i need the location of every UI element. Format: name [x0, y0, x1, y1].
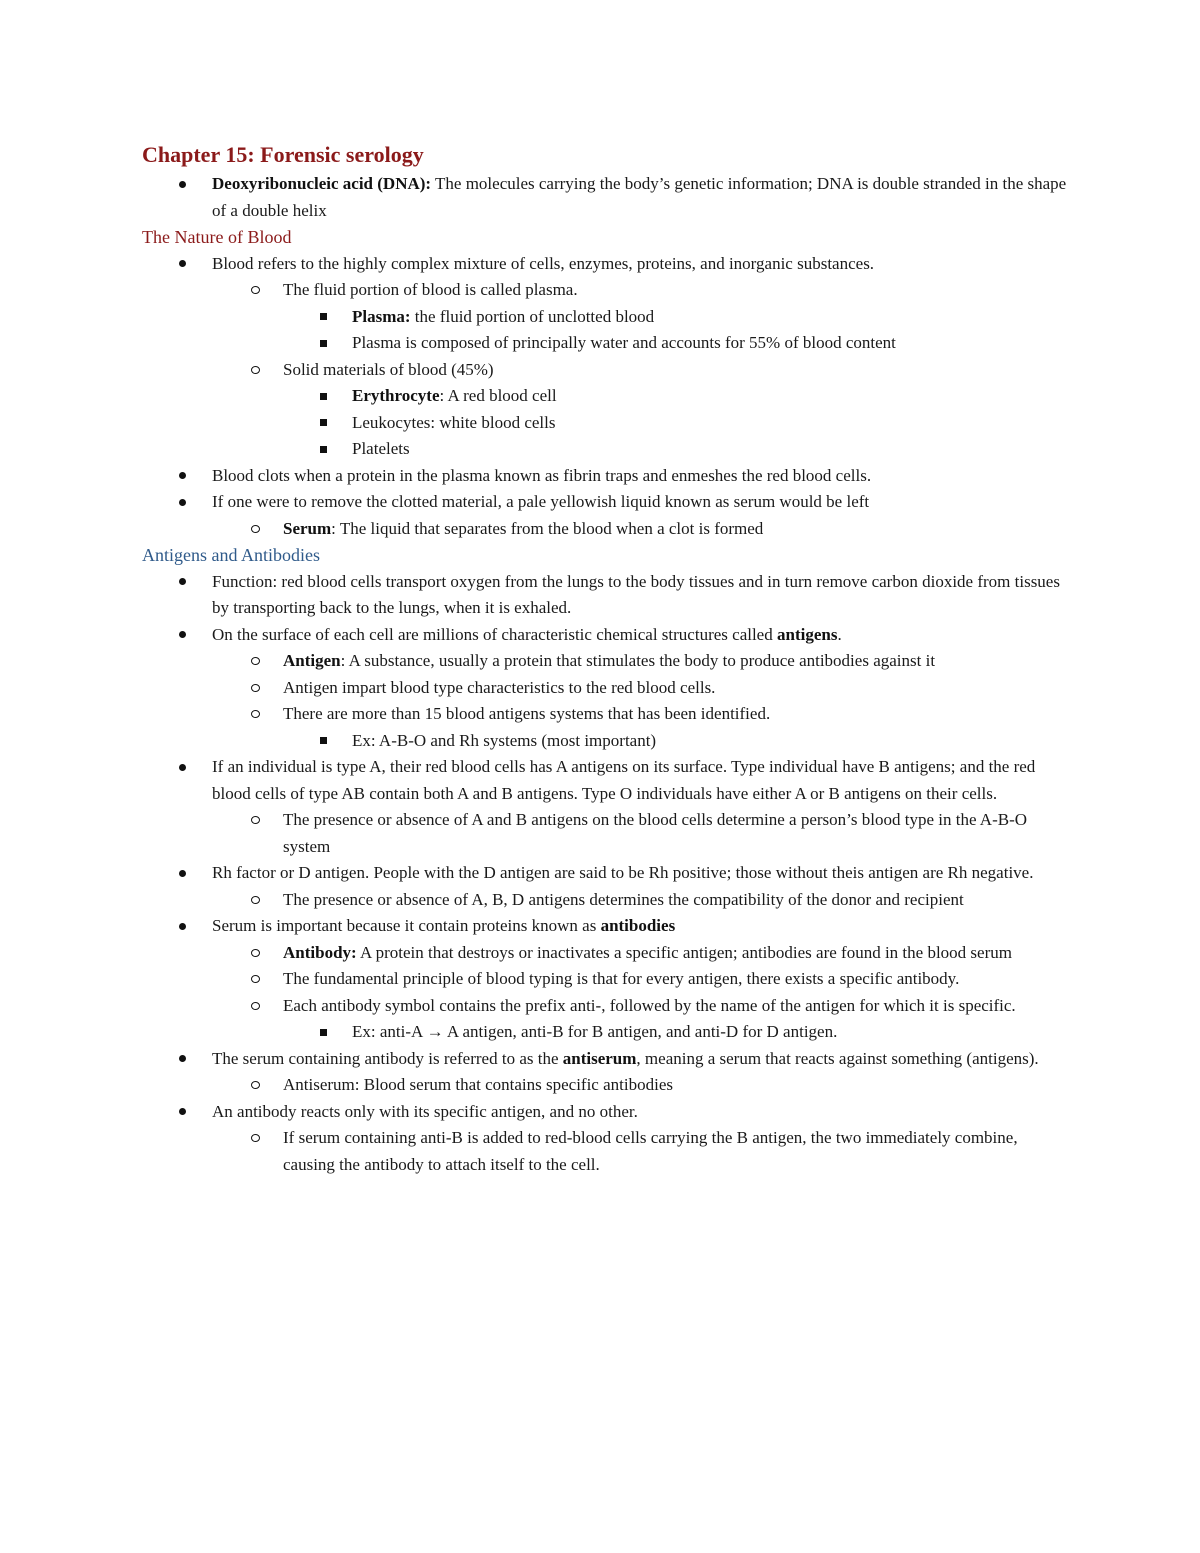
term: Erythrocyte [352, 386, 440, 405]
list-text: , meaning a serum that reacts against something (antigens). [636, 1048, 1039, 1068]
circle-bullet-icon [245, 675, 265, 702]
circle-bullet-icon [245, 940, 265, 967]
term: Plasma: [352, 306, 411, 326]
bullet-icon [172, 1046, 192, 1073]
definition: : The liquid that separates from the blood when a clot is formed [331, 518, 764, 538]
definition: : A substance, usually a protein that stimulates the body to produce antibodies against it [340, 651, 936, 670]
bullet-icon [172, 251, 192, 278]
list-item [142, 171, 1072, 224]
bullet-icon [172, 171, 192, 198]
list-item [142, 754, 1072, 807]
list-item [142, 410, 1072, 437]
list-text: Solid materials of blood (45%) [283, 359, 494, 379]
term: antiserum [562, 1048, 637, 1068]
list-text: The fluid portion of blood is called plasma. [283, 280, 578, 299]
list-item [142, 675, 1072, 702]
list-text: Ex: A-B-O and Rh systems (most important) [352, 730, 657, 750]
list-item [142, 622, 1072, 649]
square-bullet-icon [313, 330, 333, 357]
term: Antibody: [283, 942, 357, 962]
list-item [142, 251, 1072, 278]
list-text: If one were to remove the clotted material, a pale yellowish liquid known as serum would be left [212, 492, 870, 511]
list-item [142, 940, 1072, 967]
bullet-icon [172, 569, 192, 596]
list-text: Serum is important because it contain proteins known as [212, 916, 601, 935]
intro-list [142, 171, 1072, 224]
list-text: Plasma is composed of principally water and accounts for 55% of blood content [352, 333, 896, 352]
list-item [142, 887, 1072, 914]
list-text: The serum containing antibody is referred to as the [212, 1048, 563, 1068]
circle-bullet-icon [245, 357, 265, 384]
document-body [142, 141, 1072, 1178]
list-item [142, 516, 1072, 543]
list-text: Blood clots when a protein in the plasma known as fibrin traps and enmeshes the red blood cells. [212, 465, 872, 485]
square-bullet-icon [313, 410, 333, 437]
list-text: An antibody reacts only with its specific antigen, and no other. [212, 1101, 638, 1121]
bullet-icon [172, 622, 192, 649]
definition: The molecules carrying the body’s genetic information; DNA is double stranded in the shape of a double helix [212, 174, 1067, 220]
definition: : A red blood cell [439, 386, 557, 405]
bullet-icon [172, 1099, 192, 1126]
list-item [142, 383, 1072, 410]
section-heading-nature-of-blood: The Nature of Blood [142, 227, 292, 247]
list-text: Rh factor or D antigen. People with the D antigen are said to be Rh positive; those without theis antigen are Rh negative. [212, 863, 1034, 882]
circle-bullet-icon [245, 516, 265, 543]
list-item [142, 648, 1072, 675]
list-text: Leukocytes: white blood cells [352, 412, 556, 432]
chapter-title: Chapter 15: Forensic serology [142, 142, 424, 167]
term: Deoxyribonucleic acid (DNA): [212, 174, 432, 193]
list-item [142, 966, 1072, 993]
list-text: Blood refers to the highly complex mixture of cells, enzymes, proteins, and inorganic substances. [212, 253, 875, 273]
list-item [142, 357, 1072, 384]
circle-bullet-icon [245, 701, 265, 728]
list-text: The presence or absence of A, B, D antigens determines the compatibility of the donor and recipient [283, 889, 964, 909]
list-item [142, 701, 1072, 728]
circle-bullet-icon [245, 648, 265, 675]
list-item [142, 1019, 1072, 1046]
section-heading-antigens-antibodies: Antigens and Antibodies [142, 545, 320, 565]
circle-bullet-icon [245, 277, 265, 304]
term: Antigen [283, 651, 341, 670]
list-text: There are more than 15 blood antigens systems that has been identified. [283, 704, 771, 723]
list-item [142, 993, 1072, 1020]
list-item [142, 860, 1072, 887]
list-text: If an individual is type A, their red blood cells has A antigens on its surface. Type individual have B antigens; and the red blood cells of type AB contain both A and B antigens. Type O individuals have either A or B antigens on their cells. [212, 757, 1036, 803]
square-bullet-icon [313, 383, 333, 410]
list-text: The fundamental principle of blood typing is that for every antigen, there exists a specific antibody. [283, 969, 960, 988]
list-text: . [837, 624, 842, 644]
circle-bullet-icon [245, 807, 265, 834]
list-item [142, 1125, 1072, 1178]
list-item [142, 1072, 1072, 1099]
list-item [142, 277, 1072, 304]
definition: the fluid portion of unclotted blood [410, 306, 655, 326]
circle-bullet-icon [245, 993, 265, 1020]
term: antibodies [600, 916, 676, 935]
list-item [142, 330, 1072, 357]
bullet-icon [172, 860, 192, 887]
definition: A protein that destroys or inactivates a specific antigen; antibodies are found in the blood serum [356, 942, 1012, 962]
list-text: If serum containing anti-B is added to red-blood cells carrying the B antigen, the two immediately combine, causing the antibody to attach itself to the cell. [283, 1128, 1018, 1174]
circle-bullet-icon [245, 966, 265, 993]
list-item [142, 463, 1072, 490]
list-text: Function: red blood cells transport oxygen from the lungs to the body tissues and in turn remove carbon dioxide from tissues by transporting back to the lungs, when it is exhaled. [212, 571, 1060, 617]
list-text: Antigen impart blood type characteristics to the red blood cells. [283, 677, 716, 697]
list-text: On the surface of each cell are millions of characteristic chemical structures called [212, 624, 777, 644]
list-item [142, 1046, 1072, 1073]
list-text: Ex: anti-A → A antigen, anti-B for B antigen, and anti-D for D antigen. [352, 1022, 838, 1041]
list-text: Antiserum: Blood serum that contains specific antibodies [283, 1075, 673, 1094]
square-bullet-icon [313, 304, 333, 331]
list-item [142, 436, 1072, 463]
square-bullet-icon [313, 436, 333, 463]
bullet-icon [172, 754, 192, 781]
list-text: The presence or absence of A and B antigens on the blood cells determine a person’s blood type in the A-B-O system [283, 810, 1028, 856]
term: Serum [283, 518, 332, 538]
list-item [142, 807, 1072, 860]
list-text: Each antibody symbol contains the prefix anti-, followed by the name of the antigen for which it is specific. [283, 995, 1016, 1015]
list-item [142, 489, 1072, 516]
nature-of-blood-list [142, 251, 1072, 543]
bullet-icon [172, 463, 192, 490]
bullet-icon [172, 913, 192, 940]
antigens-antibodies-list [142, 569, 1072, 1179]
list-text: Platelets [352, 439, 410, 458]
list-item [142, 1099, 1072, 1126]
bullet-icon [172, 489, 192, 516]
square-bullet-icon [313, 1019, 333, 1046]
list-item [142, 913, 1072, 940]
list-item [142, 728, 1072, 755]
circle-bullet-icon [245, 1125, 265, 1152]
circle-bullet-icon [245, 1072, 265, 1099]
circle-bullet-icon [245, 887, 265, 914]
list-item [142, 569, 1072, 622]
term: antigens [776, 624, 838, 644]
square-bullet-icon [313, 728, 333, 755]
list-item [142, 304, 1072, 331]
